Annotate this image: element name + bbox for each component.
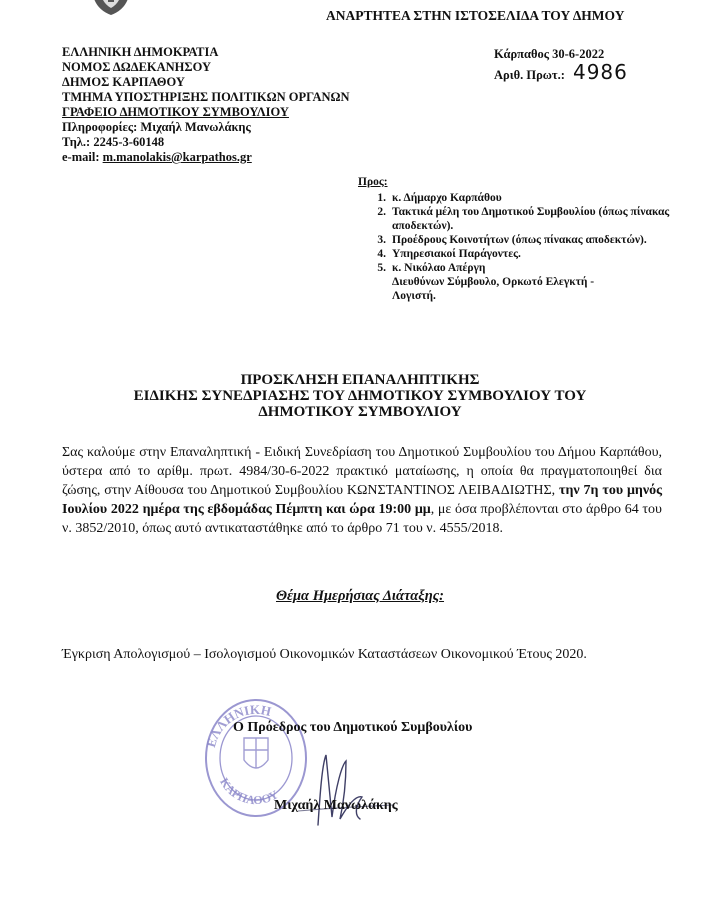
recipients-heading: Προς: xyxy=(358,176,388,188)
body-meeting-datetime: την 7η του μηνός Ιουλίου 2022 ημέρα της εβδομάδας Πέμπτη και ώρα 19:00 μμ xyxy=(62,483,662,517)
body-part-1: Σας καλούμε στην Επαναληπτική - Ειδική Συνεδρίαση του Δημοτικού Συμβουλίου του Δήμου Καρπάθου, ύστερα από το αρίθμ. πρωτ. 4984/30-6-2022 πρακτικό ματαίωσης, η οποία θα πραγματοποιηθεί δια ζώσης, στην Αίθουσα του Δημοτικού Συμβουλίου ΚΩΝΣΤΑΝΤΙΝΟΣ ΛΕΙΒΑΔΙΩΤΗΣ, xyxy=(62,445,662,498)
sender-line-country: ΕΛΛΗΝΙΚΗ ΔΗΜΟΚΡΑΤΙΑ xyxy=(62,45,219,59)
title-line-1: ΠΡΟΣΚΛΗΣΗ ΕΠΑΝΑΛΗΠΤΙΚΗΣ xyxy=(240,372,480,388)
place-date: Κάρπαθος 30-6-2022 xyxy=(494,47,605,61)
list-item: 4. Υπηρεσιακοί Παράγοντες. xyxy=(377,248,521,260)
document-title xyxy=(0,372,720,420)
sender-block xyxy=(62,45,350,165)
sender-phone: Τηλ.: 2245-3-60148 xyxy=(62,135,165,149)
recipient-5-role: Διευθύνων Σύμβουλο, Ορκωτό Ελεγκτή - xyxy=(392,276,595,288)
list-item: 5. κ. Νικόλαο Απέργη xyxy=(377,262,486,274)
list-item: 3. Προέδρους Κοινοτήτων (όπως πίνακας αποδεκτών). xyxy=(377,234,647,246)
invitation-body xyxy=(62,443,662,538)
sender-line-department: ΤΜΗΜΑ ΥΠΟΣΤΗΡΙΞΗΣ ΠΟΛΙΤΙΚΩΝ ΟΡΓΑΝΩΝ xyxy=(62,90,350,104)
email-label: e-mail: xyxy=(62,150,100,164)
handwritten-signature xyxy=(290,735,410,830)
sender-email-row xyxy=(62,150,350,165)
recipient-5-role-cont: Λογιστή. xyxy=(392,290,436,302)
sender-line-municipality: ΔΗΜΟΣ ΚΑΡΠΑΘΟΥ xyxy=(62,75,185,89)
protocol-label: Αριθ. Πρωτ.: xyxy=(494,68,565,82)
stamp-text-bottom: ΚΑΡΠΑΘΟΥ xyxy=(217,775,281,808)
protocol-row xyxy=(494,60,628,84)
list-item: 2. Τακτικά μέλη του Δημοτικού Συμβουλίου (όπως πίνακας αποδεκτών). xyxy=(377,206,670,232)
stamp-text-top: ΕΛΛΗΝΙΚΗ xyxy=(203,701,273,749)
date-protocol-block xyxy=(494,45,628,84)
greek-emblem-icon xyxy=(88,0,134,16)
sender-line-office: ΓΡΑΦΕΙΟ ΔΗΜΟΤΙΚΟΥ ΣΥΜΒΟΥΛΙΟΥ xyxy=(62,105,289,119)
list-item: 1. κ. Δήμαρχο Καρπάθου xyxy=(377,192,502,204)
signatory-name: Μιχαήλ Μανωλάκης xyxy=(274,798,398,813)
body-part-2: , με όσα προβλέπονται στο άρθρο 64 του ν. 3852/2010, όπως αυτό αντικαταστάθηκε από το άρθρο 71 του ν. 4555/2018. xyxy=(62,502,662,536)
recipients-block xyxy=(358,175,678,303)
title-line-2: ΕΙΔΙΚΗΣ ΣΥΝΕΔΡΙΑΣΗΣ ΤΟΥ ΔΗΜΟΤΙΚΟΥ ΣΥΜΒΟΥΛΙΟΥ ΤΟΥ xyxy=(133,388,587,404)
recipients-list xyxy=(358,191,678,275)
sender-line-prefecture: ΝΟΜΟΣ ΔΩΔΕΚΑΝΗΣΟΥ xyxy=(62,60,211,74)
email-link[interactable]: m.manolakis@karpathos.gr xyxy=(102,150,252,164)
sender-info: Πληροφορίες: Μιχαήλ Μανωλάκης xyxy=(62,120,251,134)
posting-note: ΑΝΑΡΤΗΤΕΑ ΣΤΗΝ ΙΣΤΟΣΕΛΙΔΑ ΤΟΥ ΔΗΜΟΥ xyxy=(326,8,625,23)
protocol-number: 4986 xyxy=(572,60,628,84)
agenda-item: Έγκριση Απολογισμού – Ισολογισμού Οικονομικών Καταστάσεων Οικονομικού Έτους 2020. xyxy=(62,647,587,662)
signatory-title: Ο Πρόεδρος του Δημοτικού Συμβουλίου xyxy=(233,720,473,735)
title-line-3: ΔΗΜΟΤΙΚΟΥ ΣΥΜΒΟΥΛΙΟΥ xyxy=(258,404,462,420)
agenda-heading: Θέμα Ημερήσιας Διάταξης: xyxy=(275,588,445,604)
